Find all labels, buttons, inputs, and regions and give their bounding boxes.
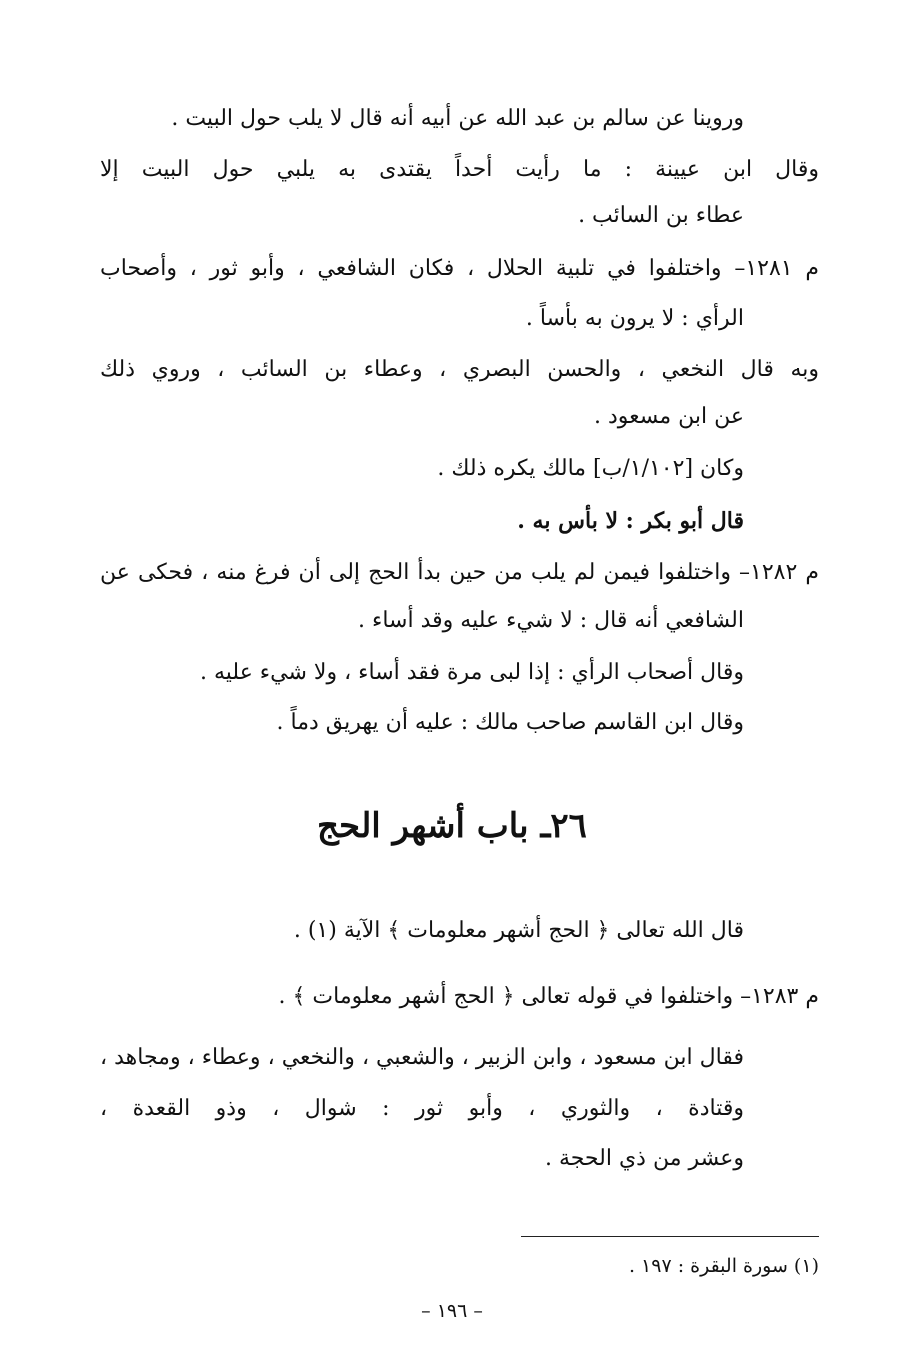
text-line: وقال ابن عيينة : ما رأيت أحداً يقتدى به يلبي حول البيت إلا (100, 157, 819, 182)
text-line: وبه قال النخعي ، والحسن البصري ، وعطاء بن السائب ، وروي ذلك (100, 357, 819, 382)
footnote-divider (521, 1236, 819, 1237)
chapter-heading: ٢٦ـ باب أشهر الحج (317, 806, 587, 846)
text-line: وقال ابن القاسم صاحب مالك : عليه أن يهريق دماً . (276, 710, 744, 735)
text-line: وكان [١/١٠٢/ب] مالك يكره ذلك . (437, 456, 744, 481)
text-line: فقال ابن مسعود ، وابن الزبير ، والشعبي ، والنخعي ، وعطاء ، ومجاهد ، (100, 1045, 744, 1070)
page-number: – ١٩٦ – (421, 1300, 483, 1322)
text-line: الرأي : لا يرون به بأساً . (525, 306, 744, 331)
text-line: عطاء بن السائب . (578, 203, 744, 228)
text-line: الشافعي أنه قال : لا شيء عليه وقد أساء . (358, 608, 744, 633)
footnote: (١) سورة البقرة : ١٩٧ . (628, 1255, 819, 1277)
issue-paragraph-1282: م ١٢٨٢– واختلفوا فيمن لم يلب من حين بدأ الحج إلى أن فرغ منه ، فحكى عن (100, 560, 819, 585)
issue-paragraph-1281: م ١٢٨١– واختلفوا في تلبية الحلال ، فكان الشافعي ، وأبو ثور ، وأصحاب (100, 256, 819, 281)
issue-paragraph-1283: م ١٢٨٣– واختلفوا في قوله تعالى ﴿ الحج أشهر معلومات ﴾ . (278, 984, 819, 1009)
text-line: وقتادة ، والثوري ، وأبو ثور : شوال ، وذو القعدة ، (100, 1096, 744, 1121)
abu-bakr-statement: قال أبو بكر : لا بأس به . (517, 508, 744, 534)
text-line: وقال أصحاب الرأي : إذا لبى مرة فقد أساء ، ولا شيء عليه . (199, 660, 744, 685)
text-line: عن ابن مسعود . (593, 404, 744, 429)
text-line: وروينا عن سالم بن عبد الله عن أبيه أنه قال لا يلب حول البيت . (171, 106, 744, 131)
text-line: وعشر من ذي الحجة . (544, 1146, 744, 1171)
quran-verse-line: قال الله تعالى ﴿ الحج أشهر معلومات ﴾ الآية (١) . (293, 918, 744, 943)
